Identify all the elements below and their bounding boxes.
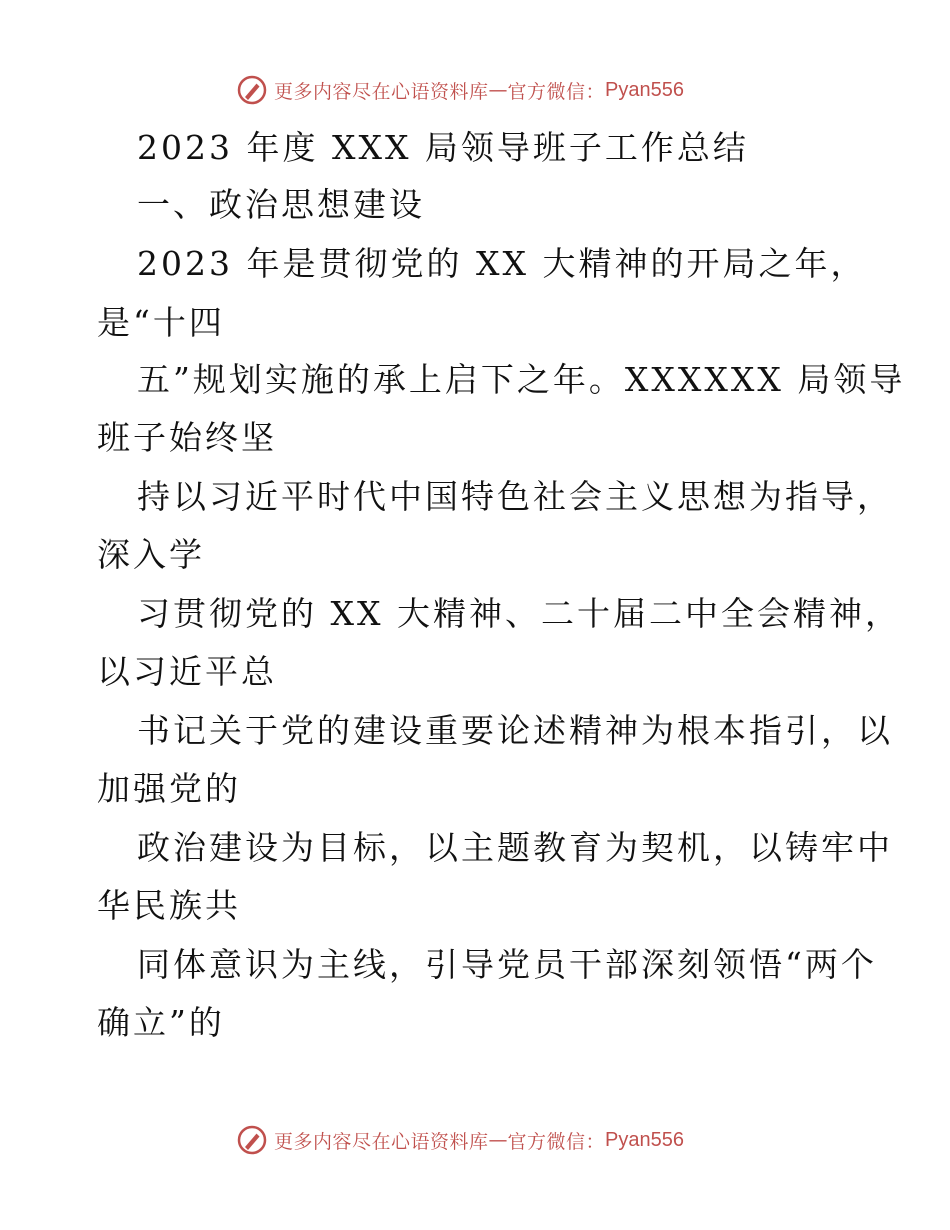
- paragraph-line: 同体意识为主线，引导党员干部深刻领悟“两个: [137, 945, 877, 984]
- paragraph-line: 加强党的: [97, 769, 241, 808]
- watermark-id: Pyan556: [605, 78, 684, 101]
- paragraph-line: 政治建设为目标，以主题教育为契机，以铸牢中: [137, 828, 893, 867]
- paragraph-line: 班子始终坚: [97, 418, 277, 457]
- footer-watermark-banner: [236, 1123, 684, 1157]
- paragraph-line: 持以习近平时代中国特色社会主义思想为指导，: [137, 477, 893, 516]
- watermark-separator: —: [488, 79, 508, 101]
- paragraph-line: 书记关于党的建设重要论述精神为根本指引，以: [137, 711, 893, 750]
- paragraph-line: 五”规划实施的承上启下之年。XXXXXX 局领导: [137, 360, 906, 399]
- paragraph-line: 以习近平总: [97, 652, 277, 691]
- paragraph-line: 确立”的: [97, 1003, 225, 1042]
- watermark-label: 官方微信：: [507, 1130, 606, 1153]
- paragraph-line: 2023 年是贯彻党的 XX 大精神的开局之年，: [137, 244, 867, 283]
- document-title: 2023 年度 XXX 局领导班子工作总结: [137, 128, 749, 167]
- watermark-label: 官方微信：: [507, 80, 606, 103]
- paragraph-line: 是“十四: [97, 303, 225, 342]
- watermark-text: 更多内容尽在心语资料库: [274, 80, 489, 103]
- pen-logo-icon: [236, 74, 268, 106]
- paragraph-line: 习贯彻党的 XX 大精神、二十届二中全会精神，: [137, 594, 901, 633]
- paragraph-line: 华民族共: [97, 886, 241, 925]
- watermark-separator: —: [488, 1129, 508, 1151]
- header-watermark-banner: [236, 73, 684, 107]
- section-heading: 一、政治思想建设: [137, 185, 425, 224]
- watermark-id: Pyan556: [605, 1128, 684, 1151]
- pen-logo-icon: [236, 1124, 268, 1156]
- paragraph-line: 深入学: [97, 535, 205, 574]
- watermark-text: 更多内容尽在心语资料库: [274, 1130, 489, 1153]
